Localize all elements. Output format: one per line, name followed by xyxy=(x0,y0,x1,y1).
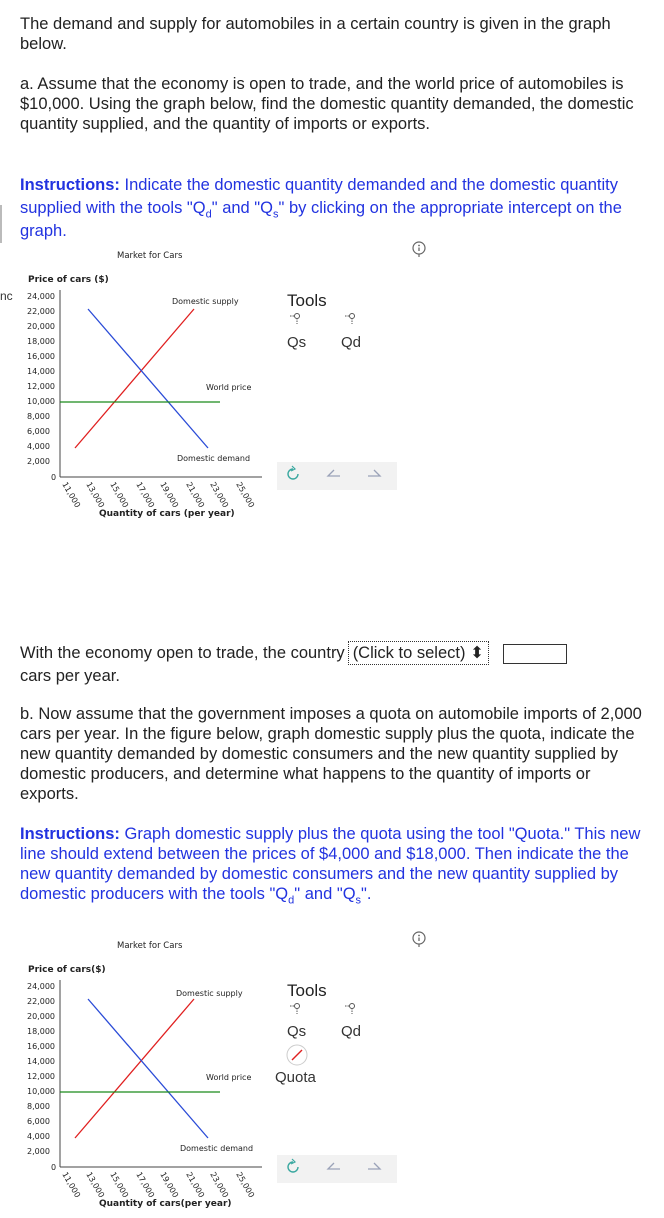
y-tick: 14,000 xyxy=(27,367,55,376)
x-tick: 21,000 xyxy=(184,1170,207,1200)
x-tick: 15,000 xyxy=(108,1170,131,1200)
x-tick: 23,000 xyxy=(208,1170,231,1200)
domestic-demand-line xyxy=(88,309,208,448)
qd-tool-label: Qd xyxy=(341,1023,362,1040)
open-trade-text-after: cars per year. xyxy=(20,667,120,685)
tool-qd[interactable] xyxy=(341,314,361,352)
x-tick: 19,000 xyxy=(158,1170,181,1200)
instructions-label: Instructions: xyxy=(20,825,120,843)
instructions-text-3: " by clicking on the appropriate intercept on the graph. xyxy=(20,199,622,240)
sub-d: d xyxy=(288,894,295,907)
x-tick-labels xyxy=(60,481,256,510)
y-tick: 24,000 xyxy=(27,292,55,301)
quantity-input[interactable] xyxy=(503,644,567,664)
y-tick: 12,000 xyxy=(27,382,55,391)
part-b-instructions xyxy=(20,824,648,907)
part-a-text: a. Assume that the economy is open to trade, and the world price of automobiles is $10,000. Using the graph below, find the domestic quantity demanded, the domestic quantity supplied, and the quantity of imports or exports. xyxy=(20,75,634,133)
x-tick: 15,000 xyxy=(108,480,131,510)
graph-1[interactable] xyxy=(0,240,664,540)
domestic-supply-line xyxy=(75,309,194,448)
domestic-demand-label: Domestic demand xyxy=(180,1144,254,1153)
x-tick: 21,000 xyxy=(184,480,207,510)
y-tick: 4,000 xyxy=(27,442,50,451)
y-tick: 4,000 xyxy=(27,1132,50,1141)
instructions-label: Instructions: xyxy=(20,176,120,194)
y-tick: 2,000 xyxy=(27,1147,50,1156)
qs-tool-icon xyxy=(290,314,300,325)
open-trade-text-before: With the economy open to trade, the country xyxy=(20,644,345,662)
y-tick: 16,000 xyxy=(27,1042,55,1051)
x-tick: 13,000 xyxy=(84,1170,107,1200)
tool-qs[interactable] xyxy=(287,1004,306,1041)
y-tick: 24,000 xyxy=(27,982,55,991)
instructions-text-1: Indicate the domestic quantity demanded and the domestic quantity supplied with the tools "Q xyxy=(20,176,618,217)
origin-label: 0 xyxy=(51,1163,57,1172)
qd-tool-icon xyxy=(345,1004,355,1015)
world-price-label: World price xyxy=(206,383,252,392)
qs-tool-icon xyxy=(290,1004,300,1015)
y-tick: 2,000 xyxy=(27,457,50,466)
tools-title: Tools xyxy=(287,981,327,1000)
x-axis-label: Quantity of cars (per year) xyxy=(99,509,235,519)
y-tick: 18,000 xyxy=(27,1027,55,1036)
y-tick: 22,000 xyxy=(27,997,55,1006)
tool-qd[interactable] xyxy=(341,1004,361,1041)
world-price-label: World price xyxy=(206,1073,252,1082)
y-tick: 8,000 xyxy=(27,412,50,421)
qs-tool-label: Qs xyxy=(287,334,307,351)
y-tick-labels xyxy=(27,292,56,482)
y-axis-label: Price of cars($) xyxy=(28,965,106,975)
graph-2[interactable] xyxy=(0,930,664,1218)
trade-direction-select[interactable] xyxy=(348,641,489,665)
x-tick-labels xyxy=(60,1171,256,1200)
y-tick-labels xyxy=(27,982,56,1172)
y-tick: 16,000 xyxy=(27,352,55,361)
y-axis-label: Price of cars ($) xyxy=(28,275,109,285)
y-tick: 8,000 xyxy=(27,1102,50,1111)
intro-text: The demand and supply for automobiles in a certain country is given in the graph below. xyxy=(20,15,611,53)
domestic-supply-label: Domestic supply xyxy=(172,297,239,306)
y-tick: 10,000 xyxy=(27,1087,55,1096)
instructions-text-1: Graph domestic supply plus the quota using the tool "Quota." This new line should extend between the prices of $4,000 and $18,000. Then indicate the the new quantity demanded by domestic consumers and the new quantity supplied by domestic producers with the tools "Q xyxy=(20,825,641,903)
x-tick: 13,000 xyxy=(84,480,107,510)
y-tick: 10,000 xyxy=(27,397,55,406)
part-b-text: b. Now assume that the government imposes a quota on automobile imports of 2,000 cars per year. In the figure below, graph domestic supply plus the quota, indicate the new quantity demanded by domestic consumers and the new quantity supplied by domestic producers, and determine what happens to the quantity of imports or exports. xyxy=(20,705,642,803)
tool-qs[interactable] xyxy=(287,314,306,352)
instructions-text-2: " and "Q xyxy=(294,885,356,903)
x-tick: 11,000 xyxy=(60,480,83,510)
y-tick: 6,000 xyxy=(27,427,50,436)
tool-quota[interactable] xyxy=(275,1045,317,1086)
quota-line-icon xyxy=(287,1045,307,1065)
quota-tool-label: Quota xyxy=(275,1069,316,1086)
sub-s: s xyxy=(273,208,279,221)
instructions-text-2: " and "Q xyxy=(211,199,273,217)
qd-tool-label: Qd xyxy=(341,334,362,351)
y-tick: 20,000 xyxy=(27,1012,55,1021)
part-a-instructions xyxy=(20,174,648,243)
domestic-supply-label: Domestic supply xyxy=(176,989,243,998)
qd-tool-icon xyxy=(345,314,355,325)
left-edge-label: nc xyxy=(0,289,13,303)
sub-d: d xyxy=(205,208,212,221)
y-tick: 14,000 xyxy=(27,1057,55,1066)
x-tick: 11,000 xyxy=(60,1170,83,1200)
y-tick: 6,000 xyxy=(27,1117,50,1126)
origin-label: 0 xyxy=(51,473,57,482)
graph-title: Market for Cars xyxy=(117,251,183,261)
x-tick: 25,000 xyxy=(234,1170,257,1200)
qs-tool-label: Qs xyxy=(287,1023,307,1040)
x-tick: 17,000 xyxy=(134,480,157,510)
domestic-demand-line xyxy=(88,999,208,1138)
dropdown-label: (Click to select) xyxy=(352,644,466,662)
tools-title: Tools xyxy=(287,291,327,310)
x-axis-label: Quantity of cars(per year) xyxy=(99,1199,232,1209)
sub-s: s xyxy=(355,894,362,907)
x-tick: 19,000 xyxy=(158,480,181,510)
domestic-demand-label: Domestic demand xyxy=(177,454,251,463)
open-trade-question xyxy=(20,641,648,687)
y-tick: 22,000 xyxy=(27,307,55,316)
instructions-text-3: ". xyxy=(361,885,372,903)
x-tick: 23,000 xyxy=(208,480,231,510)
x-tick: 17,000 xyxy=(134,1170,157,1200)
y-tick: 20,000 xyxy=(27,322,55,331)
x-tick: 25,000 xyxy=(234,480,257,510)
y-tick: 12,000 xyxy=(27,1072,55,1081)
dropdown-arrows-icon: ⬍ xyxy=(470,644,484,662)
y-tick: 18,000 xyxy=(27,337,55,346)
domestic-supply-line xyxy=(75,999,194,1138)
graph-title: Market for Cars xyxy=(117,941,183,951)
left-edge-marker xyxy=(0,205,2,243)
